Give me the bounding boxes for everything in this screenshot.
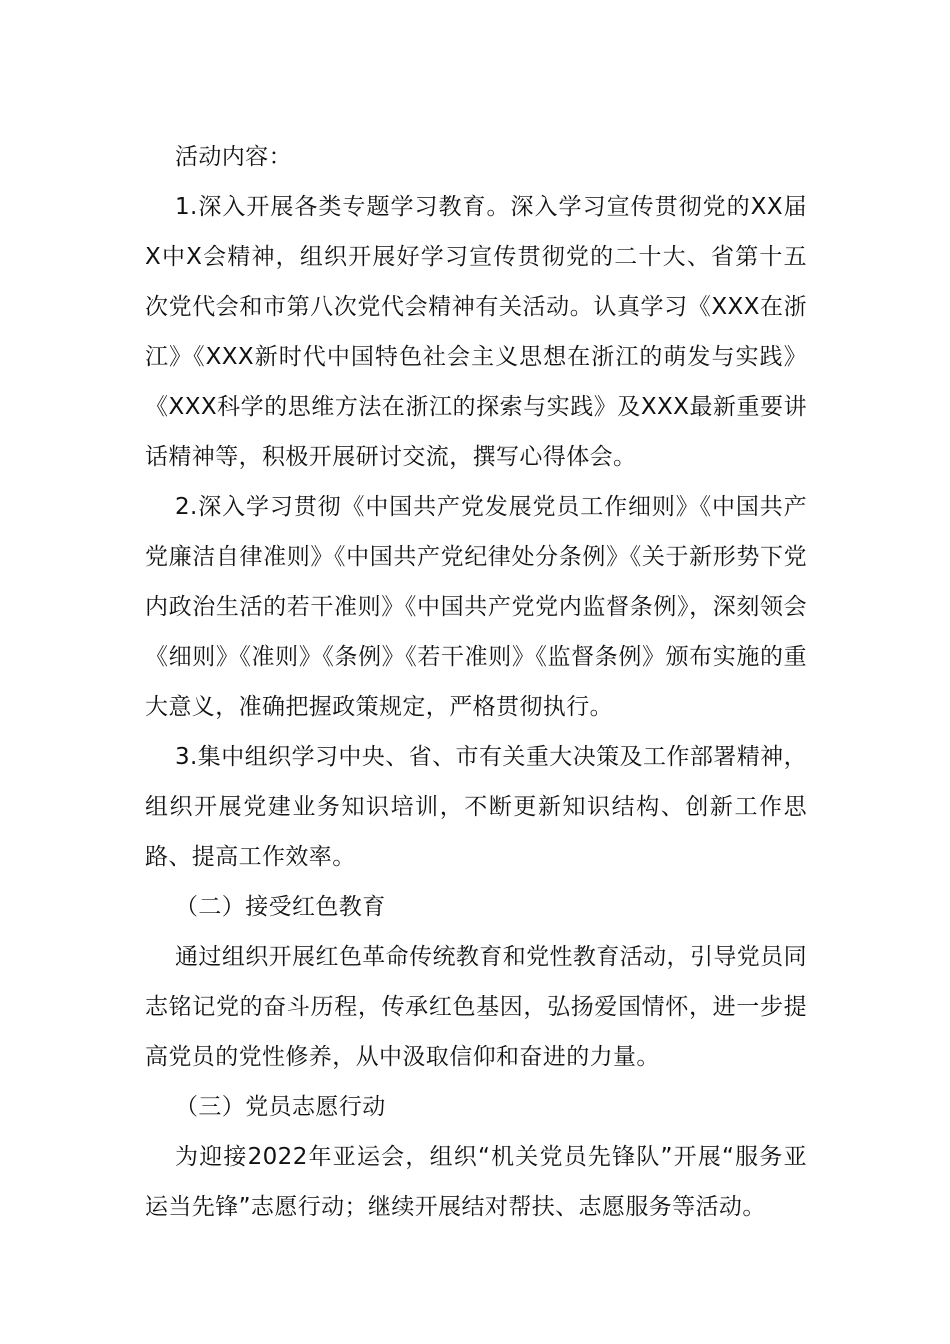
document-page <box>145 132 807 1232</box>
paragraph-volunteer-action: 为迎接2022年亚运会，组织“机关党员先锋队”开展“服务亚运当先锋”志愿行动；继续开展结对帮扶、志愿服务等活动。 <box>145 1144 807 1220</box>
section-label-activity-content: 活动内容： <box>175 144 292 170</box>
paragraph-study-education: 1.深入开展各类专题学习教育。深入学习宣传贯彻党的XX届X中X会精神，组织开展好学习宣传贯彻党的二十大、省第十五次党代会和市第八次党代会精神有关活动。认真学习《XXX在浙江》《XXX新时代中国特色社会主义思想在浙江的萌发与实践》《XXX科学的思维方法在浙江的探索与实践》及XXX最新重要讲话精神等，积极开展研讨交流，撰写心得体会。 <box>145 194 807 470</box>
heading-volunteer-action: （三）党员志愿行动 <box>175 1094 386 1120</box>
heading-red-education: （二）接受红色教育 <box>175 894 386 920</box>
paragraph-regulations-study: 2.深入学习贯彻《中国共产党发展党员工作细则》《中国共产党廉洁自律准则》《中国共产党纪律处分条例》《关于新形势下党内政治生活的若干准则》《中国共产党党内监督条例》，深刻领会《细则》《准则》《条例》《若干准则》《监督条例》颁布实施的重大意义，准确把握政策规定，严格贯彻执行。 <box>145 494 807 720</box>
paragraph-training: 3.集中组织学习中央、省、市有关重大决策及工作部署精神，组织开展党建业务知识培训，不断更新知识结构、创新工作思路、提高工作效率。 <box>145 744 807 870</box>
paragraph-red-education: 通过组织开展红色革命传统教育和党性教育活动，引导党员同志铭记党的奋斗历程，传承红色基因，弘扬爱国情怀，进一步提高党员的党性修养，从中汲取信仰和奋进的力量。 <box>145 944 807 1070</box>
